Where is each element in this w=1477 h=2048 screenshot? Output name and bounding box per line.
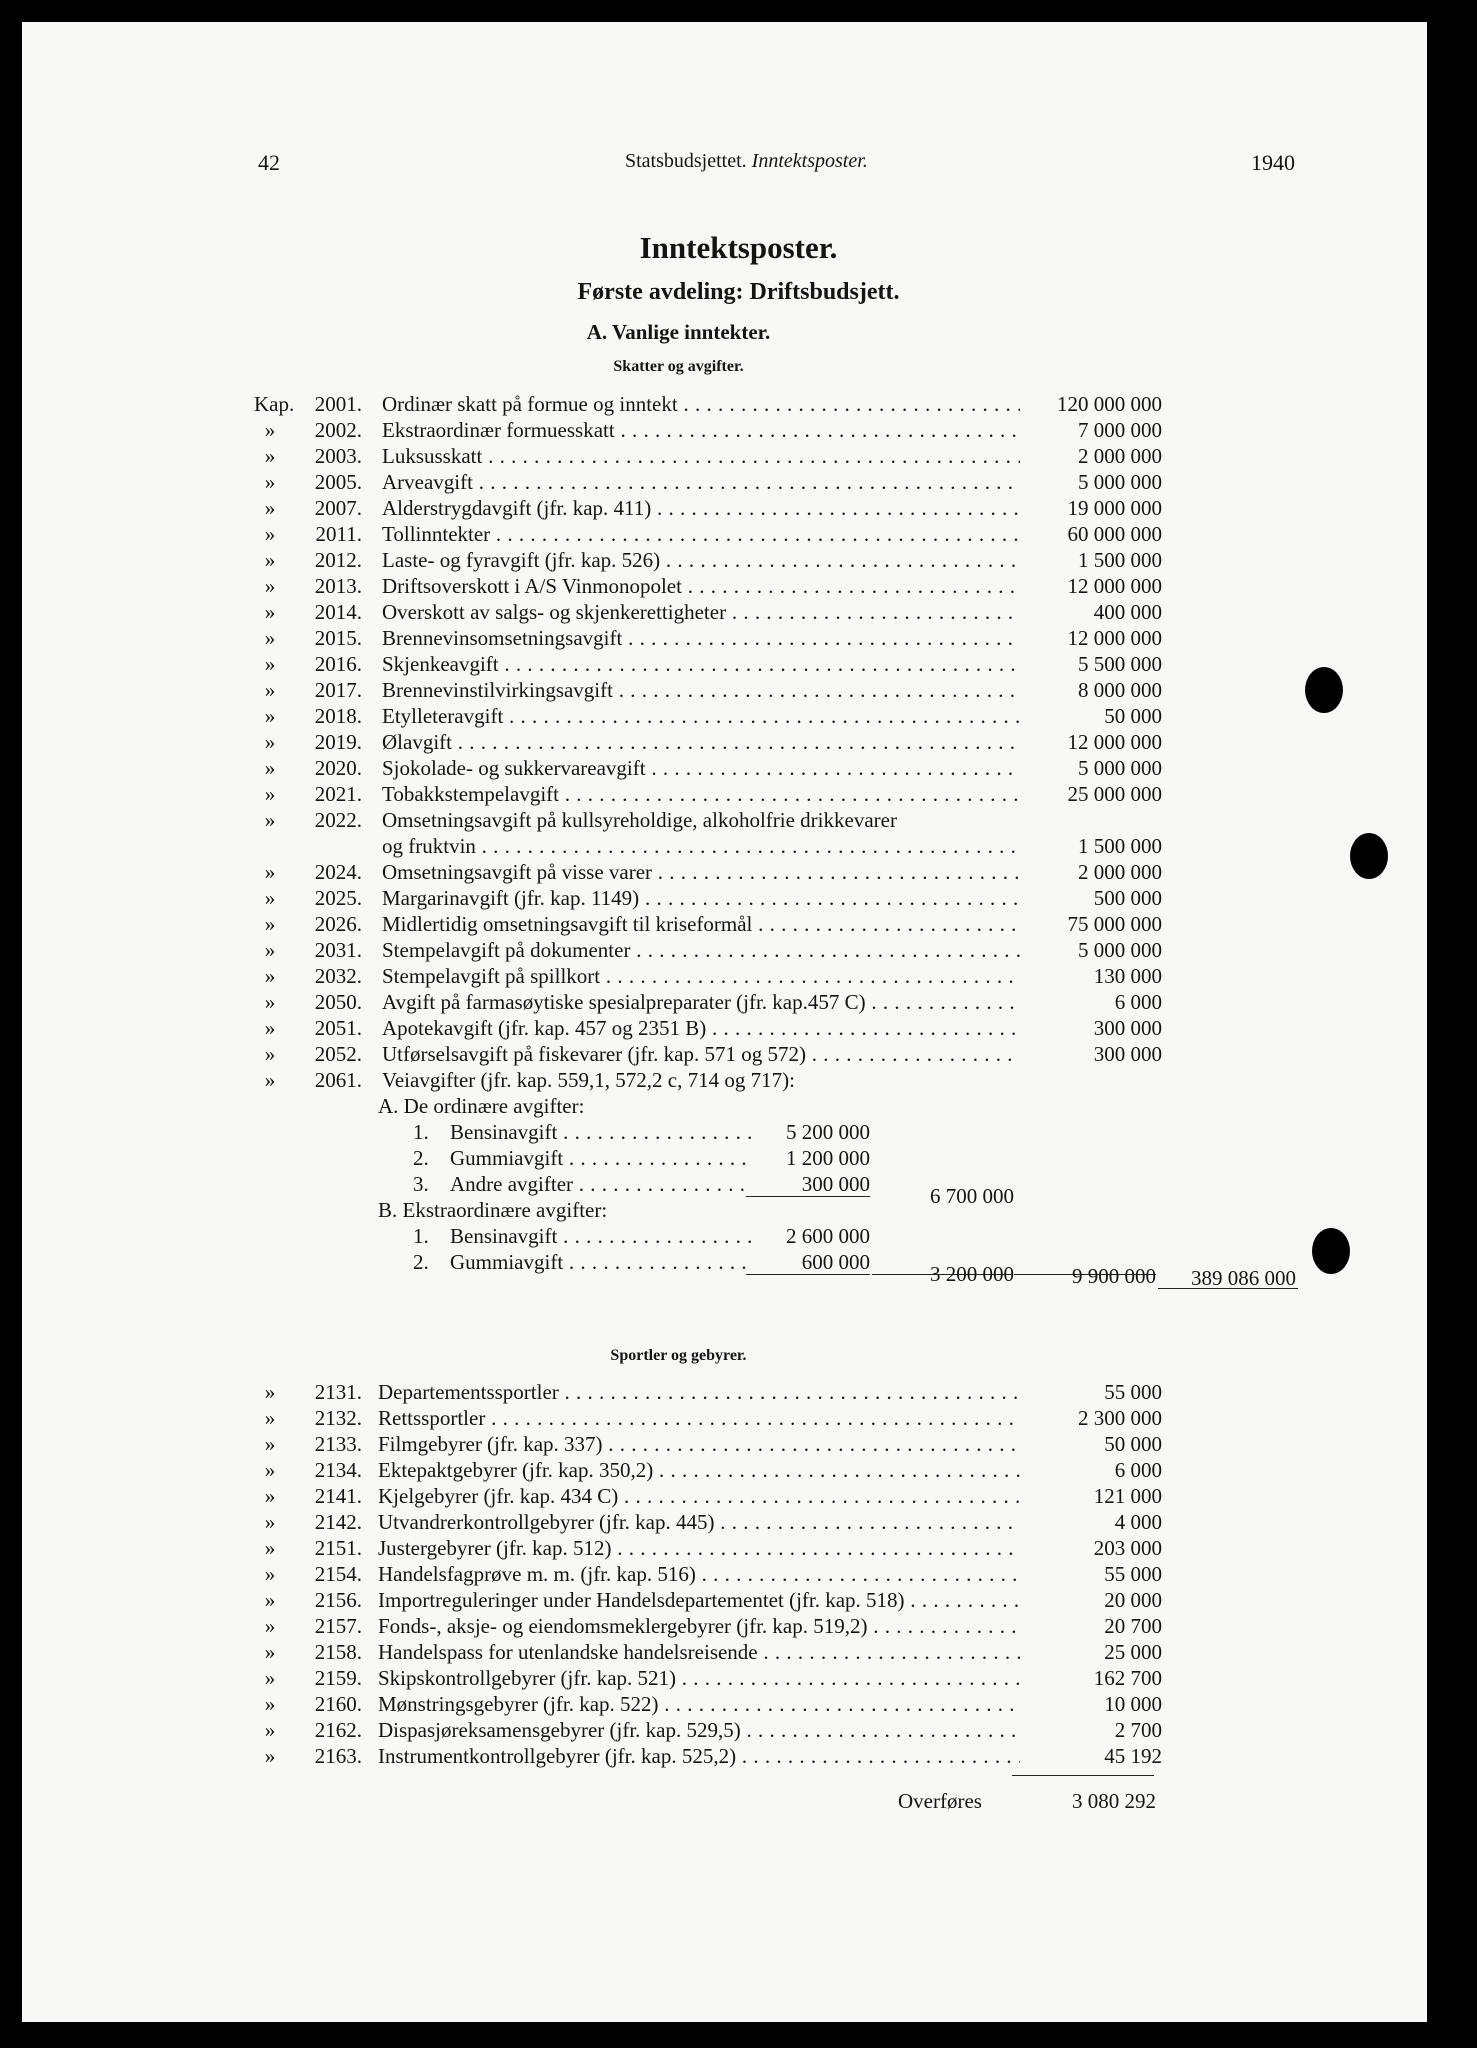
subtotal-b: 3 200 000 [930, 1262, 1014, 1286]
grand-total: 389 086 000 [1191, 1266, 1296, 1290]
item-label: Driftsoverskott i A/S Vinmonopolet . . . [382, 574, 1160, 598]
chapter-number: 2134. [314, 1458, 362, 1482]
group-heading-fees: Sportler og gebyrer. [610, 1347, 747, 1364]
item-label: Margarinavgift (jfr. kap. 1149) . . . [382, 886, 1160, 910]
road-sub-item [0, 1146, 870, 1170]
chapter-number: 2159. [314, 1666, 362, 1690]
ditto-mark: » [264, 1562, 276, 1586]
item-label: Handelspass for utenlandske handelsreisende . . . [378, 1640, 1160, 1664]
ditto-mark: » [264, 1614, 276, 1638]
chapter-number: 2162. [314, 1718, 362, 1742]
sub-item-amount: 5 200 000 [786, 1120, 870, 1144]
item-amount: 5 000 000 [1020, 470, 1162, 494]
sub-item-label: Bensinavgift . . . [450, 1224, 752, 1248]
item-label: Arveavgift . . . [382, 470, 1160, 494]
ditto-mark: » [264, 626, 276, 650]
fee-row [0, 1406, 1160, 1430]
ditto-mark: » [264, 1666, 276, 1690]
item-amount: 60 000 000 [1020, 522, 1162, 546]
fee-row [0, 1510, 1160, 1534]
item-amount: 1 500 000 [1020, 548, 1162, 572]
item-label: og fruktvin . . . [382, 834, 1160, 858]
item-label: Mønstringsgebyrer (jfr. kap. 522) . . . [378, 1692, 1160, 1716]
item-amount: 50 000 [1020, 1432, 1162, 1456]
item-label: Departementssportler . . . [378, 1380, 1160, 1404]
ditto-mark: » [264, 1744, 276, 1768]
road-fees-row [0, 1068, 1160, 1092]
item-amount: 300 000 [1020, 1042, 1162, 1066]
item-label: Rettssportler . . . [378, 1406, 1160, 1430]
chapter-number: 2003. [314, 444, 362, 468]
road-sub-item [0, 1250, 870, 1274]
tax-row [0, 886, 1160, 910]
sub-item-amount: 600 000 [801, 1250, 870, 1274]
item-amount: 19 000 000 [1020, 496, 1162, 520]
chapter-number: 2163. [314, 1744, 362, 1768]
item-label: Avgift på farmasøytiske spesialpreparater (jfr. kap.457 C) . . . [382, 990, 1160, 1014]
item-amount: 10 000 [1020, 1692, 1162, 1716]
chapter-number: 2020. [314, 756, 362, 780]
ditto-mark: » [264, 1536, 276, 1560]
tax-row [0, 1042, 1160, 1066]
item-amount: 6 000 [1020, 1458, 1162, 1482]
page-number: 42 [258, 150, 280, 175]
item-amount: 120 000 000 [1020, 392, 1162, 416]
item-label: Ordinær skatt på formue og inntekt . . . [382, 392, 1160, 416]
chapter-number: 2132. [314, 1406, 362, 1430]
ditto-mark: » [264, 1640, 276, 1664]
item-label: Utførselsavgift på fiskevarer (jfr. kap. 571 og 572) . . . [382, 1042, 1160, 1066]
ditto-mark: » [264, 1406, 276, 1430]
item-label: Skjenkeavgift . . . [382, 652, 1160, 676]
ditto-mark: » [264, 496, 276, 520]
item-amount: 8 000 000 [1020, 678, 1162, 702]
carry-rule [1012, 1775, 1154, 1776]
item-amount: 55 000 [1020, 1380, 1162, 1404]
item-label: Tollinntekter . . . [382, 522, 1160, 546]
chapter-number: 2141. [314, 1484, 362, 1508]
tax-row [0, 860, 1160, 884]
item-label: Brennevinstilvirkingsavgift . . . [382, 678, 1160, 702]
ditto-mark: » [264, 600, 276, 624]
sub-item-amount: 2 600 000 [786, 1224, 870, 1248]
ditto-mark: » [264, 730, 276, 754]
subtotal-rule-b1 [746, 1274, 870, 1275]
road-sub-item [0, 1224, 870, 1248]
item-amount: 5 500 000 [1020, 652, 1162, 676]
chapter-number: 2051. [314, 1016, 362, 1040]
fee-row [0, 1614, 1160, 1638]
chapter-number: 2061. [314, 1068, 362, 1092]
tax-row [0, 548, 1160, 572]
item-amount: 50 000 [1020, 704, 1162, 728]
fee-row [0, 1432, 1160, 1456]
tax-row [0, 626, 1160, 650]
group-heading-taxes: Skatter og avgifter. [613, 358, 744, 375]
item-amount: 2 000 000 [1020, 860, 1162, 884]
item-label: Utvandrerkontrollgebyrer (jfr. kap. 445) . . . [378, 1510, 1160, 1534]
sub-item-amount: 1 200 000 [786, 1146, 870, 1170]
sub-item-number: 2. [413, 1146, 429, 1170]
fee-row [0, 1458, 1160, 1482]
item-label: Ekstraordinær formuesskatt . . . [382, 418, 1160, 442]
item-amount: 20 000 [1020, 1588, 1162, 1612]
punch-hole [1312, 1228, 1350, 1274]
tax-row [0, 496, 1160, 520]
chapter-number: 2005. [314, 470, 362, 494]
ditto-mark: » [264, 1458, 276, 1482]
ditto-mark: » [264, 704, 276, 728]
item-label: Etylleteravgift . . . [382, 704, 1160, 728]
ditto-mark: » [264, 1380, 276, 1404]
item-amount: 55 000 [1020, 1562, 1162, 1586]
ditto-mark: » [264, 938, 276, 962]
tax-row [0, 756, 1160, 780]
ditto-mark: » [264, 886, 276, 910]
ditto-mark: » [264, 548, 276, 572]
chapter-number: 2050. [314, 990, 362, 1014]
ditto-mark: » [264, 574, 276, 598]
tax-row [0, 938, 1160, 962]
chapter-number: 2013. [314, 574, 362, 598]
road-total: 9 900 000 [1072, 1264, 1156, 1288]
tax-row-continued [0, 834, 1160, 858]
item-label: Ølavgift . . . [382, 730, 1160, 754]
ditto-mark: » [264, 418, 276, 442]
tax-row [0, 418, 1160, 442]
fee-row [0, 1562, 1160, 1586]
chapter-number: 2157. [314, 1614, 362, 1638]
chapter-number: 2019. [314, 730, 362, 754]
running-title-main: Statsbudsjettet. [625, 150, 747, 172]
item-label: Laste- og fyravgift (jfr. kap. 526) . . . [382, 548, 1160, 572]
chapter-number: 2017. [314, 678, 362, 702]
ditto-mark: » [264, 808, 276, 832]
fee-row [0, 1380, 1160, 1404]
ditto-mark: » [264, 470, 276, 494]
main-heading: Inntektsposter. [639, 230, 838, 265]
ditto-mark: » [264, 990, 276, 1014]
item-label: Fonds-, aksje- og eiendomsmeklergebyrer (jfr. kap. 519,2) . . . [378, 1614, 1160, 1638]
item-label: Handelsfagprøve m. m. (jfr. kap. 516) . . . [378, 1562, 1160, 1586]
chapter-number: 2016. [314, 652, 362, 676]
ditto-mark: » [264, 1588, 276, 1612]
ditto-mark: » [264, 522, 276, 546]
ditto-mark: » [264, 782, 276, 806]
tax-row [0, 1016, 1160, 1040]
tax-row [0, 678, 1160, 702]
fee-row [0, 1536, 1160, 1560]
item-amount: 300 000 [1020, 1016, 1162, 1040]
item-amount: 12 000 000 [1020, 626, 1162, 650]
item-label: A. De ordinære avgifter: [378, 1094, 585, 1118]
tax-row [0, 470, 1160, 494]
item-label: Luksusskatt . . . [382, 444, 1160, 468]
tax-row [0, 782, 1160, 806]
item-amount: 500 000 [1020, 886, 1162, 910]
item-label: Stempelavgift på spillkort . . . [382, 964, 1160, 988]
ditto-mark: » [264, 1042, 276, 1066]
item-amount: 5 000 000 [1020, 938, 1162, 962]
item-amount: 5 000 000 [1020, 756, 1162, 780]
road-group-b-label [0, 1198, 1160, 1222]
item-amount: 75 000 000 [1020, 912, 1162, 936]
item-amount: 25 000 000 [1020, 782, 1162, 806]
tax-row [0, 652, 1160, 676]
ditto-mark: » [264, 1432, 276, 1456]
item-amount: 2 000 000 [1020, 444, 1162, 468]
chapter-number: 2133. [314, 1432, 362, 1456]
chapter-number: 2031. [314, 938, 362, 962]
chapter-number: 2131. [314, 1380, 362, 1404]
ditto-mark: » [264, 1484, 276, 1508]
chapter-number: 2012. [314, 548, 362, 572]
tax-row [0, 574, 1160, 598]
item-label: Importreguleringer under Handelsdepartementet (jfr. kap. 518) . . . [378, 1588, 1160, 1612]
section-heading: A. Vanlige inntekter. [586, 320, 771, 344]
sub-item-number: 1. [413, 1224, 429, 1248]
punch-hole [1305, 667, 1343, 713]
road-group-a-label [0, 1094, 1160, 1118]
item-amount: 25 000 [1020, 1640, 1162, 1664]
subtotal-rule-a [746, 1196, 870, 1197]
sub-item-label: Gummiavgift . . . [450, 1146, 752, 1170]
item-amount: 121 000 [1020, 1484, 1162, 1508]
item-label: Overskott av salgs- og skjenkerettigheter . . . [382, 600, 1160, 624]
item-label: Ektepaktgebyrer (jfr. kap. 350,2) . . . [378, 1458, 1160, 1482]
item-label: Sjokolade- og sukkervareavgift . . . [382, 756, 1160, 780]
item-amount: 130 000 [1020, 964, 1162, 988]
item-label: Brennevinsomsetningsavgift . . . [382, 626, 1160, 650]
item-amount: 162 700 [1020, 1666, 1162, 1690]
tax-row [0, 730, 1160, 754]
item-amount: 6 000 [1020, 990, 1162, 1014]
ditto-mark: » [264, 1068, 276, 1092]
chapter-number: 2018. [314, 704, 362, 728]
ditto-mark: » [264, 860, 276, 884]
fee-row [0, 1640, 1160, 1664]
tax-row [0, 990, 1160, 1014]
item-label: Tobakkstempelavgift . . . [382, 782, 1160, 806]
carry-row [0, 1789, 1477, 1813]
tax-row [0, 808, 1160, 832]
tax-row [0, 392, 1160, 416]
item-label: Alderstrygdavgift (jfr. kap. 411) . . . [382, 496, 1160, 520]
item-amount: 4 000 [1020, 1510, 1162, 1534]
tax-row [0, 912, 1160, 936]
sub-heading: Første avdeling: Driftsbudsjett. [577, 279, 900, 305]
running-title-italic: Inntektsposter. [751, 150, 868, 172]
punch-hole [1350, 833, 1388, 879]
item-amount: 7 000 000 [1020, 418, 1162, 442]
chapter-number: 2158. [314, 1640, 362, 1664]
ditto-mark: » [264, 678, 276, 702]
item-label: Dispasjøreksamensgebyrer (jfr. kap. 529,5) . . . [378, 1718, 1160, 1742]
kap-prefix: Kap. [254, 392, 295, 416]
ditto-mark: » [264, 444, 276, 468]
item-amount: 12 000 000 [1020, 574, 1162, 598]
item-amount: 12 000 000 [1020, 730, 1162, 754]
chapter-number: 2160. [314, 1692, 362, 1716]
item-label: Skipskontrollgebyrer (jfr. kap. 521) . . . [378, 1666, 1160, 1690]
chapter-number: 2142. [314, 1510, 362, 1534]
item-label: Omsetningsavgift på visse varer . . . [382, 860, 1160, 884]
running-title [625, 150, 868, 173]
item-label: Justergebyrer (jfr. kap. 512) . . . [378, 1536, 1160, 1560]
road-sub-item [0, 1120, 870, 1144]
tax-row [0, 704, 1160, 728]
chapter-number: 2154. [314, 1562, 362, 1586]
sub-item-label: Gummiavgift . . . [450, 1250, 752, 1274]
road-sub-item [0, 1172, 870, 1196]
ditto-mark: » [264, 1718, 276, 1742]
item-amount: 20 700 [1020, 1614, 1162, 1638]
item-label: Omsetningsavgift på kullsyreholdige, alkoholfrie drikkevarer [382, 808, 897, 832]
tax-row [0, 964, 1160, 988]
ditto-mark: » [264, 912, 276, 936]
sub-item-number: 2. [413, 1250, 429, 1274]
subtotal-a: 6 700 000 [930, 1184, 1014, 1208]
chapter-number: 2001. [314, 392, 362, 416]
item-amount: 203 000 [1020, 1536, 1162, 1560]
item-label: Filmgebyrer (jfr. kap. 337) . . . [378, 1432, 1160, 1456]
ditto-mark: » [264, 1510, 276, 1534]
chapter-number: 2011. [315, 522, 362, 546]
fee-row [0, 1718, 1160, 1742]
ditto-mark: » [264, 964, 276, 988]
year: 1940 [1251, 150, 1295, 175]
chapter-number: 2052. [314, 1042, 362, 1066]
item-label: Apotekavgift (jfr. kap. 457 og 2351 B) . . . [382, 1016, 1160, 1040]
item-amount: 1 500 000 [1020, 834, 1162, 858]
item-label: Veiavgifter (jfr. kap. 559,1, 572,2 c, 714 og 717): [382, 1068, 795, 1092]
carry-label: Overføres [898, 1789, 982, 1813]
fee-row [0, 1692, 1160, 1716]
fee-row [0, 1484, 1160, 1508]
chapter-number: 2024. [314, 860, 362, 884]
chapter-number: 2026. [314, 912, 362, 936]
item-amount: 400 000 [1020, 600, 1162, 624]
tax-row [0, 522, 1160, 546]
tax-row [0, 600, 1160, 624]
item-label: Instrumentkontrollgebyrer (jfr. kap. 525,2) . . . [378, 1744, 1160, 1768]
tax-row [0, 444, 1160, 468]
ditto-mark: » [264, 652, 276, 676]
sub-item-label: Andre avgifter . . . [450, 1172, 752, 1196]
item-amount: 45 192 [1020, 1744, 1162, 1768]
ditto-mark: » [264, 756, 276, 780]
chapter-number: 2002. [314, 418, 362, 442]
chapter-number: 2021. [314, 782, 362, 806]
chapter-number: 2032. [314, 964, 362, 988]
sub-item-amount: 300 000 [801, 1172, 870, 1196]
chapter-number: 2025. [314, 886, 362, 910]
sub-item-number: 3. [413, 1172, 429, 1196]
chapter-number: 2156. [314, 1588, 362, 1612]
carry-amount: 3 080 292 [1072, 1789, 1156, 1813]
chapter-number: 2151. [314, 1536, 362, 1560]
chapter-number: 2015. [314, 626, 362, 650]
chapter-number: 2014. [314, 600, 362, 624]
chapter-number: 2007. [314, 496, 362, 520]
fee-row [0, 1666, 1160, 1690]
ditto-mark: » [264, 1016, 276, 1040]
fee-row [0, 1744, 1160, 1768]
item-label: Kjelgebyrer (jfr. kap. 434 C) . . . [378, 1484, 1160, 1508]
item-label: B. Ekstraordinære avgifter: [378, 1198, 608, 1222]
item-amount: 2 700 [1020, 1718, 1162, 1742]
fee-row [0, 1588, 1160, 1612]
sub-item-number: 1. [413, 1120, 429, 1144]
item-label: Stempelavgift på dokumenter . . . [382, 938, 1160, 962]
ditto-mark: » [264, 1692, 276, 1716]
sub-item-label: Bensinavgift . . . [450, 1120, 752, 1144]
item-amount: 2 300 000 [1020, 1406, 1162, 1430]
chapter-number: 2022. [314, 808, 362, 832]
item-label: Midlertidig omsetningsavgift til kriseformål . . . [382, 912, 1160, 936]
